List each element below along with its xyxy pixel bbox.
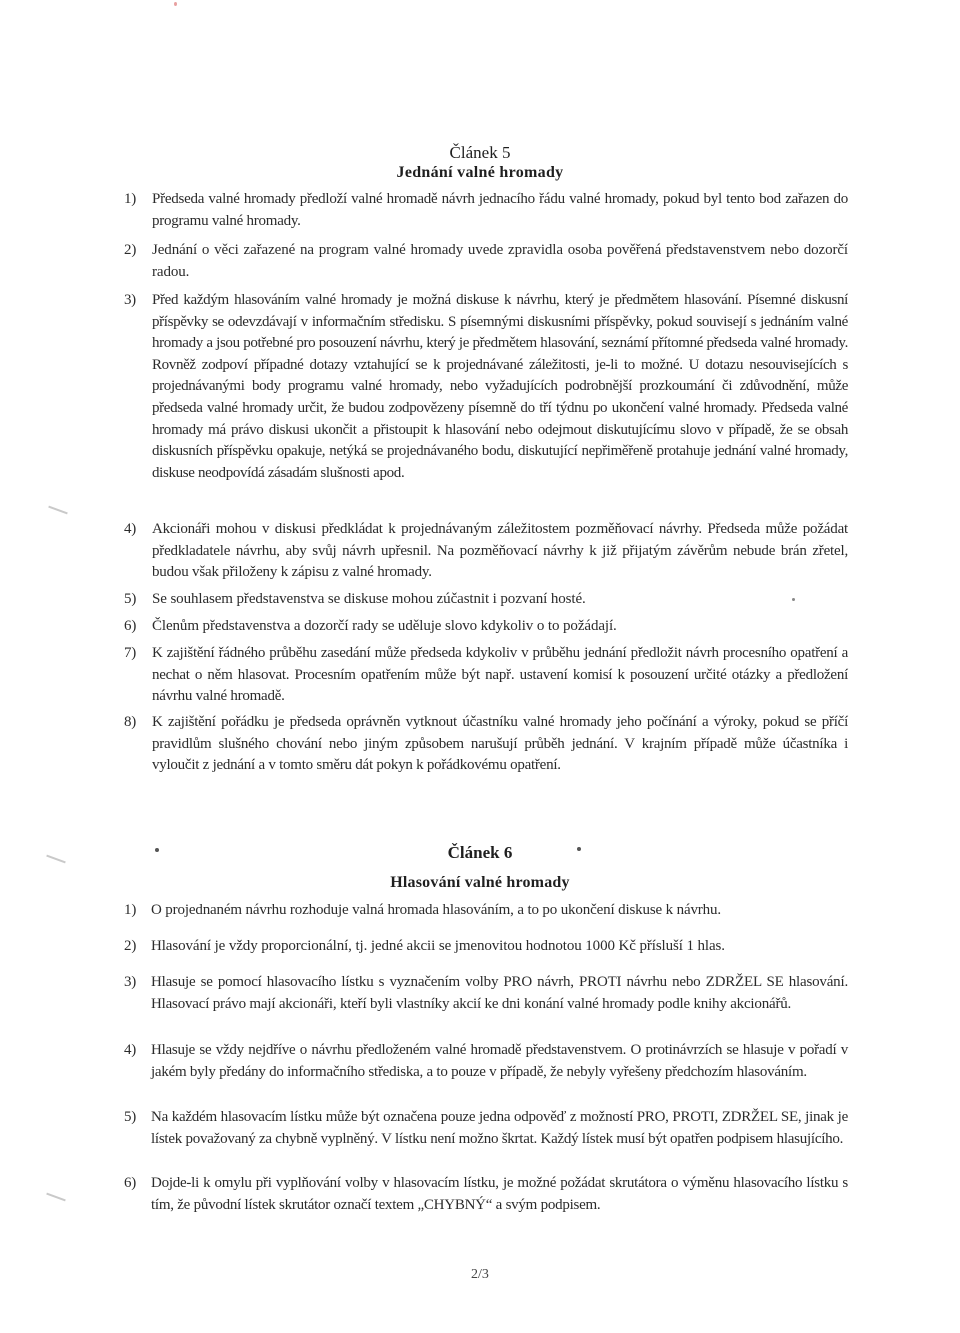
article-5-title: Jednání valné hromady — [396, 164, 564, 181]
item-number: 4) — [124, 1042, 136, 1058]
item-text: Na každém hlasovacím lístku může být označena pouze jedna odpověď z možností PRO, PROTI, ZDRŽEL SE, jinak je lístek považovaný za chybně vyplněný. V lístku není možno škrtat. Každý lístek musí být opatřen podpisem hlasujícího. — [151, 1109, 848, 1147]
article-6-item-1 — [124, 900, 848, 922]
item-text: K zajištění pořádku je předseda oprávněn vytknout účastníku valné hromady jeho počínání a výroky, pokud se příčí pravidlům slušného chování nebo jiným způsobem narušují průběh jednání. V krajním případě může účastníka i vyloučit z jednání a v tomto směru dát pokyn k pořádkovému opatření. — [152, 714, 848, 773]
item-text: Hlasování je vždy proporcionální, tj. jedné akcii se jmenovitou hodnotou 1000 Kč přísluší 1 hlas. — [151, 938, 725, 954]
scan-margin-mark — [46, 1193, 65, 1202]
item-number: 5) — [124, 1109, 136, 1125]
article-5-item-2 — [124, 240, 848, 283]
item-text: Jednání o věci zařazené na program valné hromady uvede zpravidla osoba pověřená představenstvem nebo dozorčí radou. — [152, 242, 848, 280]
item-number: 6) — [124, 1175, 136, 1191]
item-text: Akcionáři mohou v diskusi předkládat k projednávaným záležitostem pozměňovací návrhy. Předseda může požádat předkladatele návrhu, aby svůj návrh upřesnil. Na pozměňovací návrhy k již přijatým závěrům nebude brán zřetel, budou však přiloženy k zápisu z valné hromady. — [152, 521, 848, 580]
item-number: 7) — [124, 645, 136, 661]
item-number: 5) — [124, 591, 137, 607]
article-5-item-8 — [124, 712, 848, 777]
article-5-item-6 — [124, 616, 848, 638]
article-6-title: Hlasování valné hromady — [390, 874, 570, 891]
article-5-item-5 — [124, 589, 848, 611]
bullet-dot-right — [577, 847, 581, 851]
item-number: 3) — [124, 292, 136, 308]
article-6-item-2 — [124, 936, 848, 958]
item-text: Před každým hlasováním valné hromady je možná diskuse k návrhu, který je předmětem hlasování. Písemné diskusní příspěvky se odevzdávají v informačním středisku. S písemnými diskusními příspěvky, pokud souvisejí s jednáním valné hromady a jsou potřebné pro posouzení návrhu, který je předmětem hlasování, seznámí přítomné předseda valné hromady. Rovněž zodpoví případné dotazy vztahující se k projednávané záležitosti, je-li to možné. U dotazu nesouvisejících s projednávanými body programu valné hromady, nebo vyžadujících podrobnější prozkoumání či zdůvodnění, může předseda valné hromady určit, že budou zodpovězeny písemně do tří týdnu po ukončení valné hromady. Předseda valné hromady má právo diskusi ukončit a přistoupit k hlasování nebo odejmout diskutujícímu slovo v případě, že se obsah diskusních příspěvku opakuje, netýká se projednávaného bodu, diskutující nepřiměřeně protahuje jednání valné hromady, diskuse neodpovídá zásadám slušnosti apod. — [152, 292, 848, 481]
article-6-item-4 — [124, 1040, 848, 1083]
article-6-item-3 — [124, 972, 848, 1015]
item-number: 4) — [124, 521, 137, 537]
item-number: 2) — [124, 242, 137, 258]
article-5-number: Článek 5 — [449, 143, 511, 162]
item-number: 1) — [124, 191, 136, 207]
item-text: O projednaném návrhu rozhoduje valná hromada hlasováním, a to po ukončení diskuse k návrhu. — [151, 902, 721, 918]
item-text: Členům představenstva a dozorčí rady se uděluje slovo kdykoliv o to požádají. — [152, 618, 617, 634]
item-text: K zajištění řádného průběhu zasedání může předseda kdykoliv v průběhu jednání předložit návrh procesního opatření a nechat o něm hlasovat. Procesním opatřením může být např. ustavení komisí k posouzení určité otázky a předložení návrhu valné hromadě. — [152, 645, 848, 704]
bullet-dot-left — [155, 848, 159, 852]
scan-speck — [792, 598, 795, 601]
article-6-item-5 — [124, 1107, 848, 1150]
item-number: 1) — [124, 902, 137, 918]
item-number: 6) — [124, 618, 137, 634]
item-number: 3) — [124, 974, 137, 990]
article-5-item-7 — [124, 643, 848, 708]
article-6-item-6 — [124, 1173, 848, 1216]
item-text: Předseda valné hromady předloží valné hromadě návrh jednacího řádu valné hromady, pokud byl tento bod zařazen do programu valné hromady. — [152, 191, 848, 229]
item-number: 8) — [124, 714, 136, 730]
item-number: 2) — [124, 938, 137, 954]
article-5-item-1 — [124, 189, 848, 232]
item-text: Hlasuje se pomocí hlasovacího lístku s vyznačením volby PRO návrh, PROTI návrhu nebo ZDRŽEL SE hlasování. Hlasovací právo mají akcionáři, kteří byli vlastníky akcií ke dni konání valné hromady podle knihy akcionářů. — [151, 974, 848, 1012]
scan-margin-mark — [48, 506, 67, 515]
article-5-item-4 — [124, 519, 848, 584]
item-text: Hlasuje se vždy nejdříve o návrhu předloženém valné hromadě představenstvem. O protinávrzích se hlasuje v pořadí v jakém byly předány do informačního střediska, a to pouze v případě, že nebyly vyřešeny předchozím hlasováním. — [151, 1042, 848, 1080]
article-6-number: Článek 6 — [447, 843, 513, 862]
item-text: Se souhlasem představenstva se diskuse mohou zúčastnit i pozvaní hosté. — [152, 591, 586, 607]
article-5-item-3 — [124, 290, 848, 484]
item-text: Dojde-li k omylu při vyplňování volby v hlasovacím lístku, je možné požádat skrutátora o výměnu hlasovacího lístku s tím, že původní lístek skrutátor označí textem „CHYBNÝ“ a svým podpisem. — [151, 1175, 848, 1213]
page-number: 2/3 — [471, 1267, 489, 1282]
scan-speck — [174, 2, 177, 6]
